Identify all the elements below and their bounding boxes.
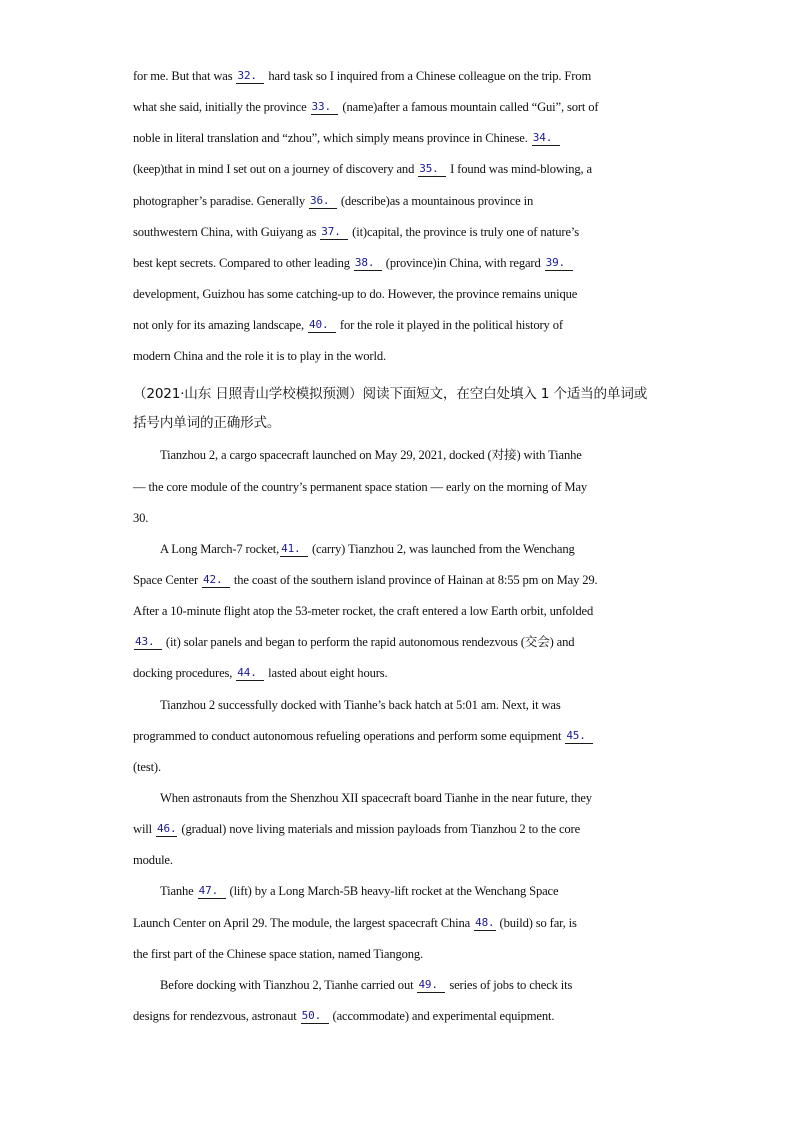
text-line: noble in literal translation and “zhou”, which simply means province in Chinese. 34. bbox=[133, 123, 668, 154]
text-line: for me. But that was 32. hard task so I inquired from a Chinese colleague on the trip. From bbox=[133, 69, 592, 83]
text-line: development, Guizhou has some catching-up to do. However, the province remains unique bbox=[133, 286, 578, 301]
text-line: will 46. (gradual) nove living materials and mission payloads from Tianzhou 2 to the core bbox=[133, 822, 581, 837]
blank-41[interactable]: 41. bbox=[280, 542, 308, 557]
blank-38[interactable]: 38. bbox=[354, 256, 382, 271]
blank-36[interactable]: 36. bbox=[309, 194, 337, 209]
instruction-line: （2021·山东 日照青山学校模拟预测）阅读下面短文，在空白处填入 1 个适当的单词或 bbox=[133, 386, 648, 403]
text-line: — the core module of the country’s permanent space station — early on the morning of May bbox=[133, 479, 588, 494]
blank-50[interactable]: 50. bbox=[301, 1009, 329, 1024]
text-line: Launch Center on April 29. The module, the largest spacecraft China 48. (build) so far, is bbox=[133, 915, 577, 930]
blank-43[interactable]: 43. bbox=[134, 635, 162, 650]
blank-34[interactable]: 34. bbox=[532, 131, 560, 146]
text-line: best kept secrets. Compared to other leading 38. (province)in China, with regard 39. bbox=[133, 248, 668, 279]
blank-32[interactable]: 32. bbox=[236, 69, 264, 84]
document-page bbox=[133, 61, 668, 1032]
text-line: 43. (it) solar panels and began to perform the rapid autonomous rendezvous (交会) and bbox=[135, 635, 575, 650]
text-line: (test). bbox=[133, 759, 161, 774]
instruction-line: 括号内单词的正确形式。 bbox=[133, 415, 281, 432]
text-line: photographer’s paradise. Generally 36. (describe)as a mountainous province in bbox=[133, 193, 534, 208]
blank-40[interactable]: 40. bbox=[308, 318, 336, 333]
blank-49[interactable]: 49. bbox=[417, 978, 445, 993]
text-line: programmed to conduct autonomous refueling operations and perform some equipment 45. bbox=[133, 721, 668, 752]
text-line: designs for rendezvous, astronaut 50. (accommodate) and experimental equipment. bbox=[133, 1008, 555, 1023]
blank-44[interactable]: 44. bbox=[236, 666, 264, 681]
blank-48[interactable]: 48. bbox=[475, 915, 495, 929]
text-line: docking procedures, 44. lasted about eight hours. bbox=[133, 666, 388, 681]
text-line: the first part of the Chinese space station, named Tiangong. bbox=[133, 946, 424, 961]
text-line: not only for its amazing landscape, 40. for the role it played in the political history of bbox=[133, 318, 563, 333]
text-line: Before docking with Tianzhou 2, Tianhe carried out 49. series of jobs to check its bbox=[160, 977, 573, 992]
text-line: A Long March-7 rocket, 41. (carry) Tianzhou 2, was launched from the Wenchang bbox=[160, 541, 575, 556]
question-instruction bbox=[133, 380, 668, 438]
blank-47[interactable]: 47. bbox=[198, 884, 226, 899]
blank-45[interactable]: 45. bbox=[565, 729, 593, 744]
text-line: After a 10-minute flight atop the 53-meter rocket, the craft entered a low Earth orbit, unfolded bbox=[133, 604, 594, 619]
text-line: southwestern China, with Guiyang as 37. (it)capital, the province is truly one of nature’s bbox=[133, 224, 579, 239]
blank-46[interactable]: 46. bbox=[157, 822, 177, 836]
text-line: Tianzhou 2 successfully docked with Tianhe’s back hatch at 5:01 am. Next, it was bbox=[160, 697, 561, 712]
blank-42[interactable]: 42. bbox=[202, 573, 230, 588]
passage-2 bbox=[133, 440, 668, 1032]
text-line: 30. bbox=[133, 510, 149, 525]
text-line: module. bbox=[133, 853, 173, 868]
text-line: When astronauts from the Shenzhou XII spacecraft board Tianhe in the near future, they bbox=[160, 790, 592, 805]
text-line: (keep)that in mind I set out on a journey of discovery and 35. I found was mind-blowing, a bbox=[133, 162, 592, 177]
text-line: what she said, initially the province 33. (name)after a famous mountain called “Gui”, sort of bbox=[133, 100, 599, 115]
blank-39[interactable]: 39. bbox=[545, 256, 573, 271]
text-line: Tianhe 47. (lift) by a Long March-5B heavy-lift rocket at the Wenchang Space bbox=[160, 884, 559, 899]
blank-33[interactable]: 33. bbox=[311, 100, 339, 115]
text-line: modern China and the role it is to play in the world. bbox=[133, 349, 386, 364]
text-line: Space Center 42. the coast of the southern island province of Hainan at 8:55 pm on May 29. bbox=[133, 572, 598, 587]
blank-35[interactable]: 35. bbox=[418, 162, 446, 177]
passage-1 bbox=[133, 61, 668, 372]
text-line: Tianzhou 2, a cargo spacecraft launched on May 29, 2021, docked (对接) with Tianhe bbox=[160, 448, 582, 463]
blank-37[interactable]: 37. bbox=[320, 225, 348, 240]
